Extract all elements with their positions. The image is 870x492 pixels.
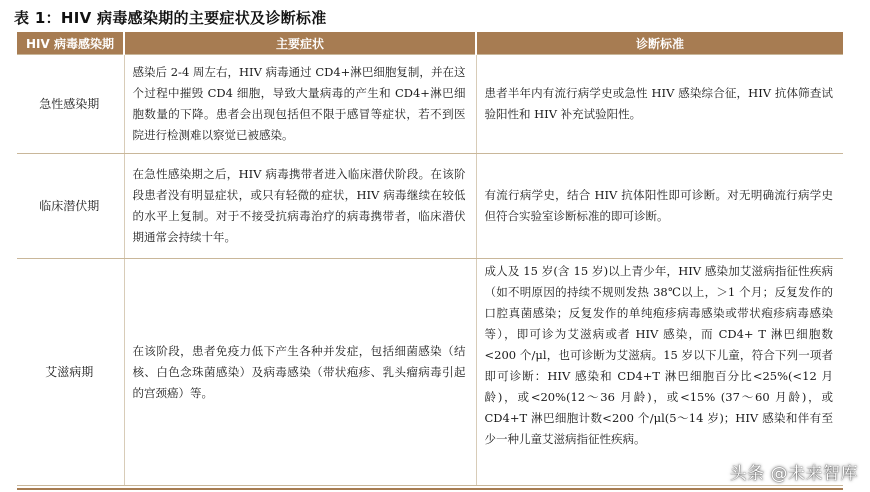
header-symptoms: 主要症状	[124, 32, 476, 55]
header-diagnosis: 诊断标准	[476, 32, 843, 55]
diagnosis-cell: 患者半年内有流行病学史或急性 HIV 感染综合征，HIV 抗体筛查试验阳性和 HIV 补充试验阳性。	[476, 55, 843, 154]
table-bottom-rule	[17, 488, 843, 490]
table-row-aids	[17, 259, 843, 486]
symptoms-cell: 在急性感染期之后，HIV 病毒携带者进入临床潜伏阶段。在该阶段患者没有明显症状，或只有轻微的症状，HIV 病毒继续在较低的水平上复制。对于不接受抗病毒治疗的病毒携带者，临床潜伏期通常会持续十年。	[124, 154, 476, 259]
table-row-acute	[17, 55, 843, 154]
header-stage: HIV 病毒感染期	[17, 32, 124, 55]
symptoms-cell: 在该阶段，患者免疫力低下产生各种并发症，包括细菌感染（结核、白色念珠菌感染）及病毒感染（带状疱疹、乳头瘤病毒引起的宫颈癌）等。	[124, 259, 476, 486]
symptoms-cell: 感染后 2-4 周左右，HIV 病毒通过 CD4+淋巴细胞复制，并在这个过程中摧毁 CD4 细胞，导致大量病毒的产生和 CD4+淋巴细胞数量的下降。患者会出现包括但不限于感冒等症状，若不到医院进行检测难以察觉已被感染。	[124, 55, 476, 154]
watermark: 头条 @未来智库	[729, 464, 858, 484]
table-title: 表 1：HIV 病毒感染期的主要症状及诊断标准	[14, 9, 327, 27]
hiv-stage-table	[17, 32, 843, 486]
stage-cell: 艾滋病期	[17, 259, 124, 486]
stage-cell: 临床潜伏期	[17, 154, 124, 259]
diagnosis-cell: 有流行病学史，结合 HIV 抗体阳性即可诊断。对无明确流行病学史但符合实验室诊断标准的即可诊断。	[476, 154, 843, 259]
diagnosis-cell: 成人及 15 岁(含 15 岁)以上青少年，HIV 感染加艾滋病指征性疾病（如不明原因的持续不规则发热 38℃以上，＞1 个月；反复发作的口腔真菌感染；反复发作的单纯疱疹病毒感染或带状疱疹病毒感染等），即可诊为艾滋病或者 HIV 感染，而 CD4+ T 淋巴细胞数<200 个/μl，也可诊断为艾滋病。15 岁以下儿童，符合下列一项者即可诊断：HIV 感染和 CD4+T 淋巴细胞百分比<25%(<12 月龄)，或<20%(12～36 月龄)，或<15% (37～60 月龄)，或 CD4+T 淋巴细胞计数<200 个/μl(5～14 岁)；HIV 感染和伴有至少一种儿童艾滋病指征性疾病。	[476, 259, 843, 486]
stage-cell: 急性感染期	[17, 55, 124, 154]
table-row-latent	[17, 154, 843, 259]
table-header-row	[17, 32, 843, 55]
